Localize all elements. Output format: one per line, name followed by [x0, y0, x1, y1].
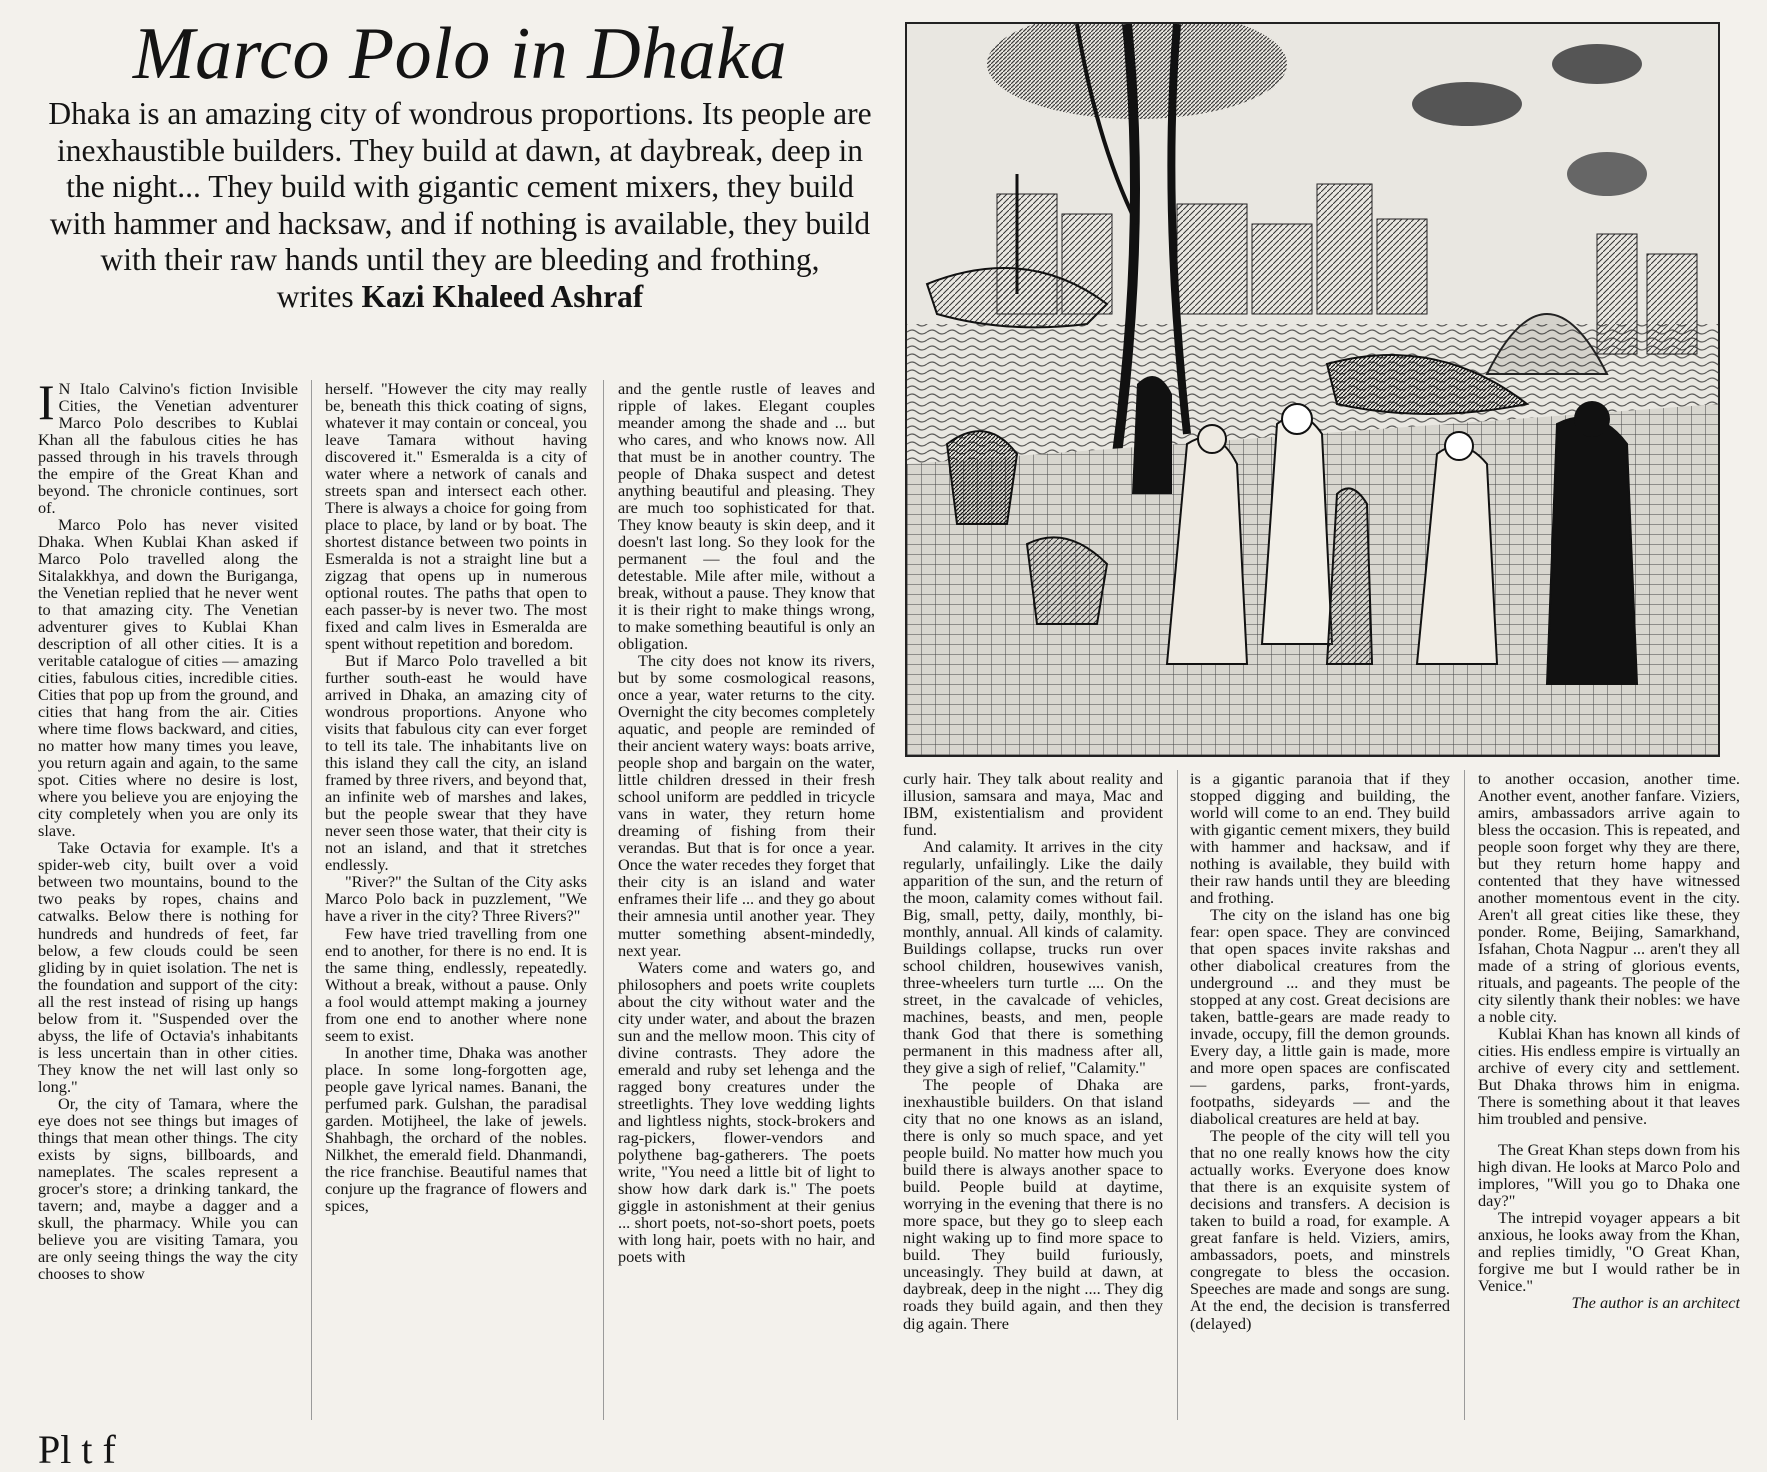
- body-paragraph: Kublai Khan has known all kinds of cities. His endless empire is virtually an archive of every city and settlement. But Dhaka throws him in enigma. There is something about it that leaves him troubled and pensive.: [1478, 1024, 1740, 1129]
- body-paragraph: curly hair. They talk about reality and illusion, samsara and maya, Mac and IBM, existentialism and provident fund.: [903, 770, 1163, 840]
- body-paragraph: Few have tried travelling from one end to another, for there is no end. It is the same thing, endlessly, repeatedly. Without a break, without a pause. Only a fool would attempt making a journey from one end to another where none seem to exist.: [325, 923, 587, 1045]
- body-column-1: [38, 380, 298, 1420]
- column-rule: [1177, 770, 1178, 1420]
- next-headline-fragment: Pl t f: [38, 1427, 116, 1472]
- body-paragraph: Take Octavia for example. It's a spider-web city, built over a void between two mountains, bound to the two peaks by ropes, chains and catwalks. Below there is nothing for hundreds and hundreds of feet, far below, a few clouds could be seen gliding by in quiet isolation. The net is the foundation and support of the city: all the rest instead of rising up hangs below from it. "Suspended over the abyss, the life of Octavia's inhabitants is less uncertain than in other cities. They know the net will last only so long.": [38, 838, 298, 1096]
- byline-prefix: writes: [276, 278, 354, 314]
- column-rule: [1464, 770, 1465, 1420]
- body-column-4: [903, 770, 1163, 1420]
- body-paragraph: Or, the city of Tamara, where the eye does not see things but images of things that mean other things. The city exists by signs, billboards, and nameplates. The scales represent a grocer's store; a drinking tankard, the tavern; and, maybe a dagger and a skull, the pharmacy. While you can believe you are visiting Tamara, you are only seeing things the way the city chooses to show: [38, 1093, 298, 1283]
- body-column-5: [1190, 770, 1450, 1420]
- body-paragraph: is a gigantic paranoia that if they stopped digging and building, the world will come to an end. They build with gigantic cement mixers, they build with hammer and hacksaw, and if nothing is available, they build with their raw hands until they are bleeding and frothing.: [1190, 770, 1450, 908]
- body-paragraph: I N Italo Calvino's fiction Invisible Cities, the Venetian adventurer Marco Polo describes to Kublai Khan all the fabulous cities he has passed through in his travels through the empire of the Great Khan and beyond. The chronicle continues, sort of.: [38, 380, 298, 518]
- cloud: [1412, 82, 1522, 126]
- deck: [40, 96, 880, 315]
- body-paragraph: The intrepid voyager appears a bit anxious, he looks away from the Khan, and replies timidly, "O Great Khan, forgive me but I would rather be in Venice.": [1478, 1208, 1740, 1296]
- collage-illustration: [907, 24, 1718, 755]
- body-paragraph: And calamity. It arrives in the city regularly, unfailingly. Like the daily apparition of the sun, and the return of the moon, calamity comes without fail. Big, small, petty, daily, monthly, bi-monthly, annual. All kinds of calamity. Buildings collapse, trucks run over school children, housewives vanish, three-wheelers turn turtle .... On the street, in the cavalcade of vehicles, machines, beasts, and men, people thank God that there is something permanent in this madness after all, they give a sigh of relief, "Calamity.": [903, 837, 1163, 1078]
- body-paragraph: The people of the city will tell you that no one really knows how the city actually works. Everyone does know that there is an exquisite system of decisions and transfers. A decision is taken to build a road, for example. A great fanfare is held. Viziers, amirs, ambassadors, poets, and minstrels congregate to bless the occasion. Speeches are made and songs are sung. At the end, the decision is transferred (delayed): [1190, 1126, 1450, 1333]
- cloud: [1552, 44, 1642, 84]
- body-column-2: [325, 380, 587, 1420]
- body-paragraph: The city on the island has one big fear: open space. They are convinced that open spaces invite rakshas and other diabolical creatures from the underground ... and they must be stopped at any cost. Great decisions are taken, battle-gears are made ready to invade, occupy, fill the demon grounds. Every day, a little gain is made, more and more open spaces are confiscated — gardens, parks, front-yards, footpaths, sideyards — and the diabolical creatures are held at bay.: [1190, 905, 1450, 1129]
- drop-cap: I: [38, 380, 55, 430]
- body-column-3: [618, 380, 875, 1420]
- body-paragraph: The city does not know its rivers, but by some cosmological reasons, once a year, water returns to the city. Overnight the city becomes completely aquatic, and people are reminded of their ancient watery ways: boats arrive, people shop and bargain on the water, little children dressed in their fresh school uniform are peddled in tricycle vans in water, they return home dreaming of fishing from their verandas. But that is for once a year. Once the water recedes they forget that their city is an island and water enframes their life ... and they go about their amnesia until another year. They mutter something absent-mindedly, next year.: [618, 651, 875, 960]
- body-column-6: [1478, 770, 1740, 1420]
- deck-text: Dhaka is an amazing city of wondrous proportions. Its people are inexhaustible builders. They build at dawn, at daybreak, deep in the night... They build with gigantic cement mixers, they build with hammer and hacksaw, and if nothing is available, they build with their raw hands until they are bleeding and frothing,: [48, 96, 872, 278]
- body-paragraph: In another time, Dhaka was another place. In some long-forgotten age, people gave lyrical names. Banani, the perfumed park. Gulshan, the paradisal garden. Motijheel, the lake of jewels. Shahbagh, the orchard of the nobles. Nilkhet, the emerald field. Dhanmandi, the rice franchise. Beautiful names that conjure up the fragrance of flowers and spices,: [325, 1042, 587, 1215]
- body-paragraph: The people of Dhaka are inexhaustible builders. On that island city that no one knows as an island, there is only so much space, and yet people build. No matter how much you build there is always another space to build. People build at daytime, worrying in the evening that there is no more space, but they go to sleep each night waking up to find more space to build. They build furiously, unceasingly. They build at dawn, at daybreak, deep in the night .... They dig roads they build again, and then they dig again. There: [903, 1075, 1163, 1333]
- column-rule: [603, 380, 604, 1420]
- column-rule: [311, 380, 312, 1420]
- byline-author: Kazi Khaleed Ashraf: [361, 278, 644, 314]
- body-paragraph: But if Marco Polo travelled a bit further south-east he would have arrived in Dhaka, an amazing city of wondrous proportions. Anyone who visits that fabulous city can ever forget to tell its tale. The inhabitants live on this island they call the city, an island framed by three rivers, and beyond that, an infinite web of marshes and lakes, but the people swear that they have never seen those water, that their city is not an island, and that it stretches endlessly.: [325, 651, 587, 875]
- headline: Marco Polo in Dhaka: [132, 13, 788, 95]
- author-credit: The author is an architect: [1571, 1293, 1740, 1313]
- body-paragraph: herself. "However the city may really be, beneath this thick coating of signs, whatever it may contain or conceal, you leave Tamara without having discovered it." Esmeralda is a city of water where a network of canals and streets span and intersect each other. There is always a choice for going from place to place, by land or by boat. The shortest distance between two points in Esmeralda is not a straight line but a zigzag that opens up in numerous optional routes. The paths that open to each passer-by is never two. The most fixed and calm lives in Esmeralda are spent without repetition and boredom.: [325, 380, 587, 654]
- body-paragraph: "River?" the Sultan of the City asks Marco Polo back in puzzlement, "We have a river in the city? Three Rivers?": [325, 872, 587, 926]
- illustration: [905, 22, 1720, 757]
- body-paragraph: The Great Khan steps down from his high divan. He looks at Marco Polo and implores, "Will you go to Dhaka one day?": [1478, 1140, 1740, 1211]
- body-paragraph: to another occasion, another time. Another event, another fanfare. Viziers, amirs, ambassadors arrive again to bless the occasion. This is repeated, and people soon forget why they are there, but they return home happy and contented that they have witnessed another momentous event in the city. Aren't all great cities like these, they ponder. Rome, Beijing, Samarkhand, Isfahan, Chota Nagpur ... aren't they all made of a string of glorious events, rituals, and pageants. The people of the city silently thank their nobles: we have a noble city.: [1478, 770, 1740, 1027]
- body-paragraph: Waters come and waters go, and philosophers and poets write couplets about the city without water and the city under water, and about the brazen sun and the mellow moon. This city of divine contrasts. They adore the emerald and ruby set lehenga and the ragged bony creatures under the streetlights. They love wedding lights and lightless nights, stock-brokers and rag-pickers, flower-vendors and polythene bag-gatherers. The poets write, "You need a little bit of light to show how dark dark is." The poets giggle in astonishment at their genius ... short poets, not-so-short poets, poets with long hair, poets with no hair, and poets with: [618, 957, 875, 1266]
- cloud: [1567, 152, 1647, 196]
- body-paragraph: Marco Polo has never visited Dhaka. When Kublai Khan asked if Marco Polo travelled along the Sitalakkhya, and down the Buriganga, the Venetian replied that he never went to that amazing city. The Venetian adventurer gives to Kublai Khan description of all other cities. It is a veritable catalogue of cities — amazing cities, fabulous cities, incredible cities. Cities that pop up from the ground, and cities that hang from the air. Cities where time flows backward, and cities, no matter how many times you leave, you return again and again, to the same spot. Cities where no desire is lost, where you believe you are enjoying the city completely when you are only its slave.: [38, 515, 298, 841]
- body-paragraph: and the gentle rustle of leaves and ripple of lakes. Elegant couples meander among the shade and ... but who cares, and who knows now. All that must be in another country. The people of Dhaka suspect and detest anything beautiful and pleasing. They are much too sophisticated for that. They know beauty is skin deep, and it doesn't last long. So they look for the permanent — the foul and the detestable. Mile after mile, without a break, without a pause. They know that it is their right to make things wrong, to make something beautiful is only an obligation.: [618, 380, 875, 654]
